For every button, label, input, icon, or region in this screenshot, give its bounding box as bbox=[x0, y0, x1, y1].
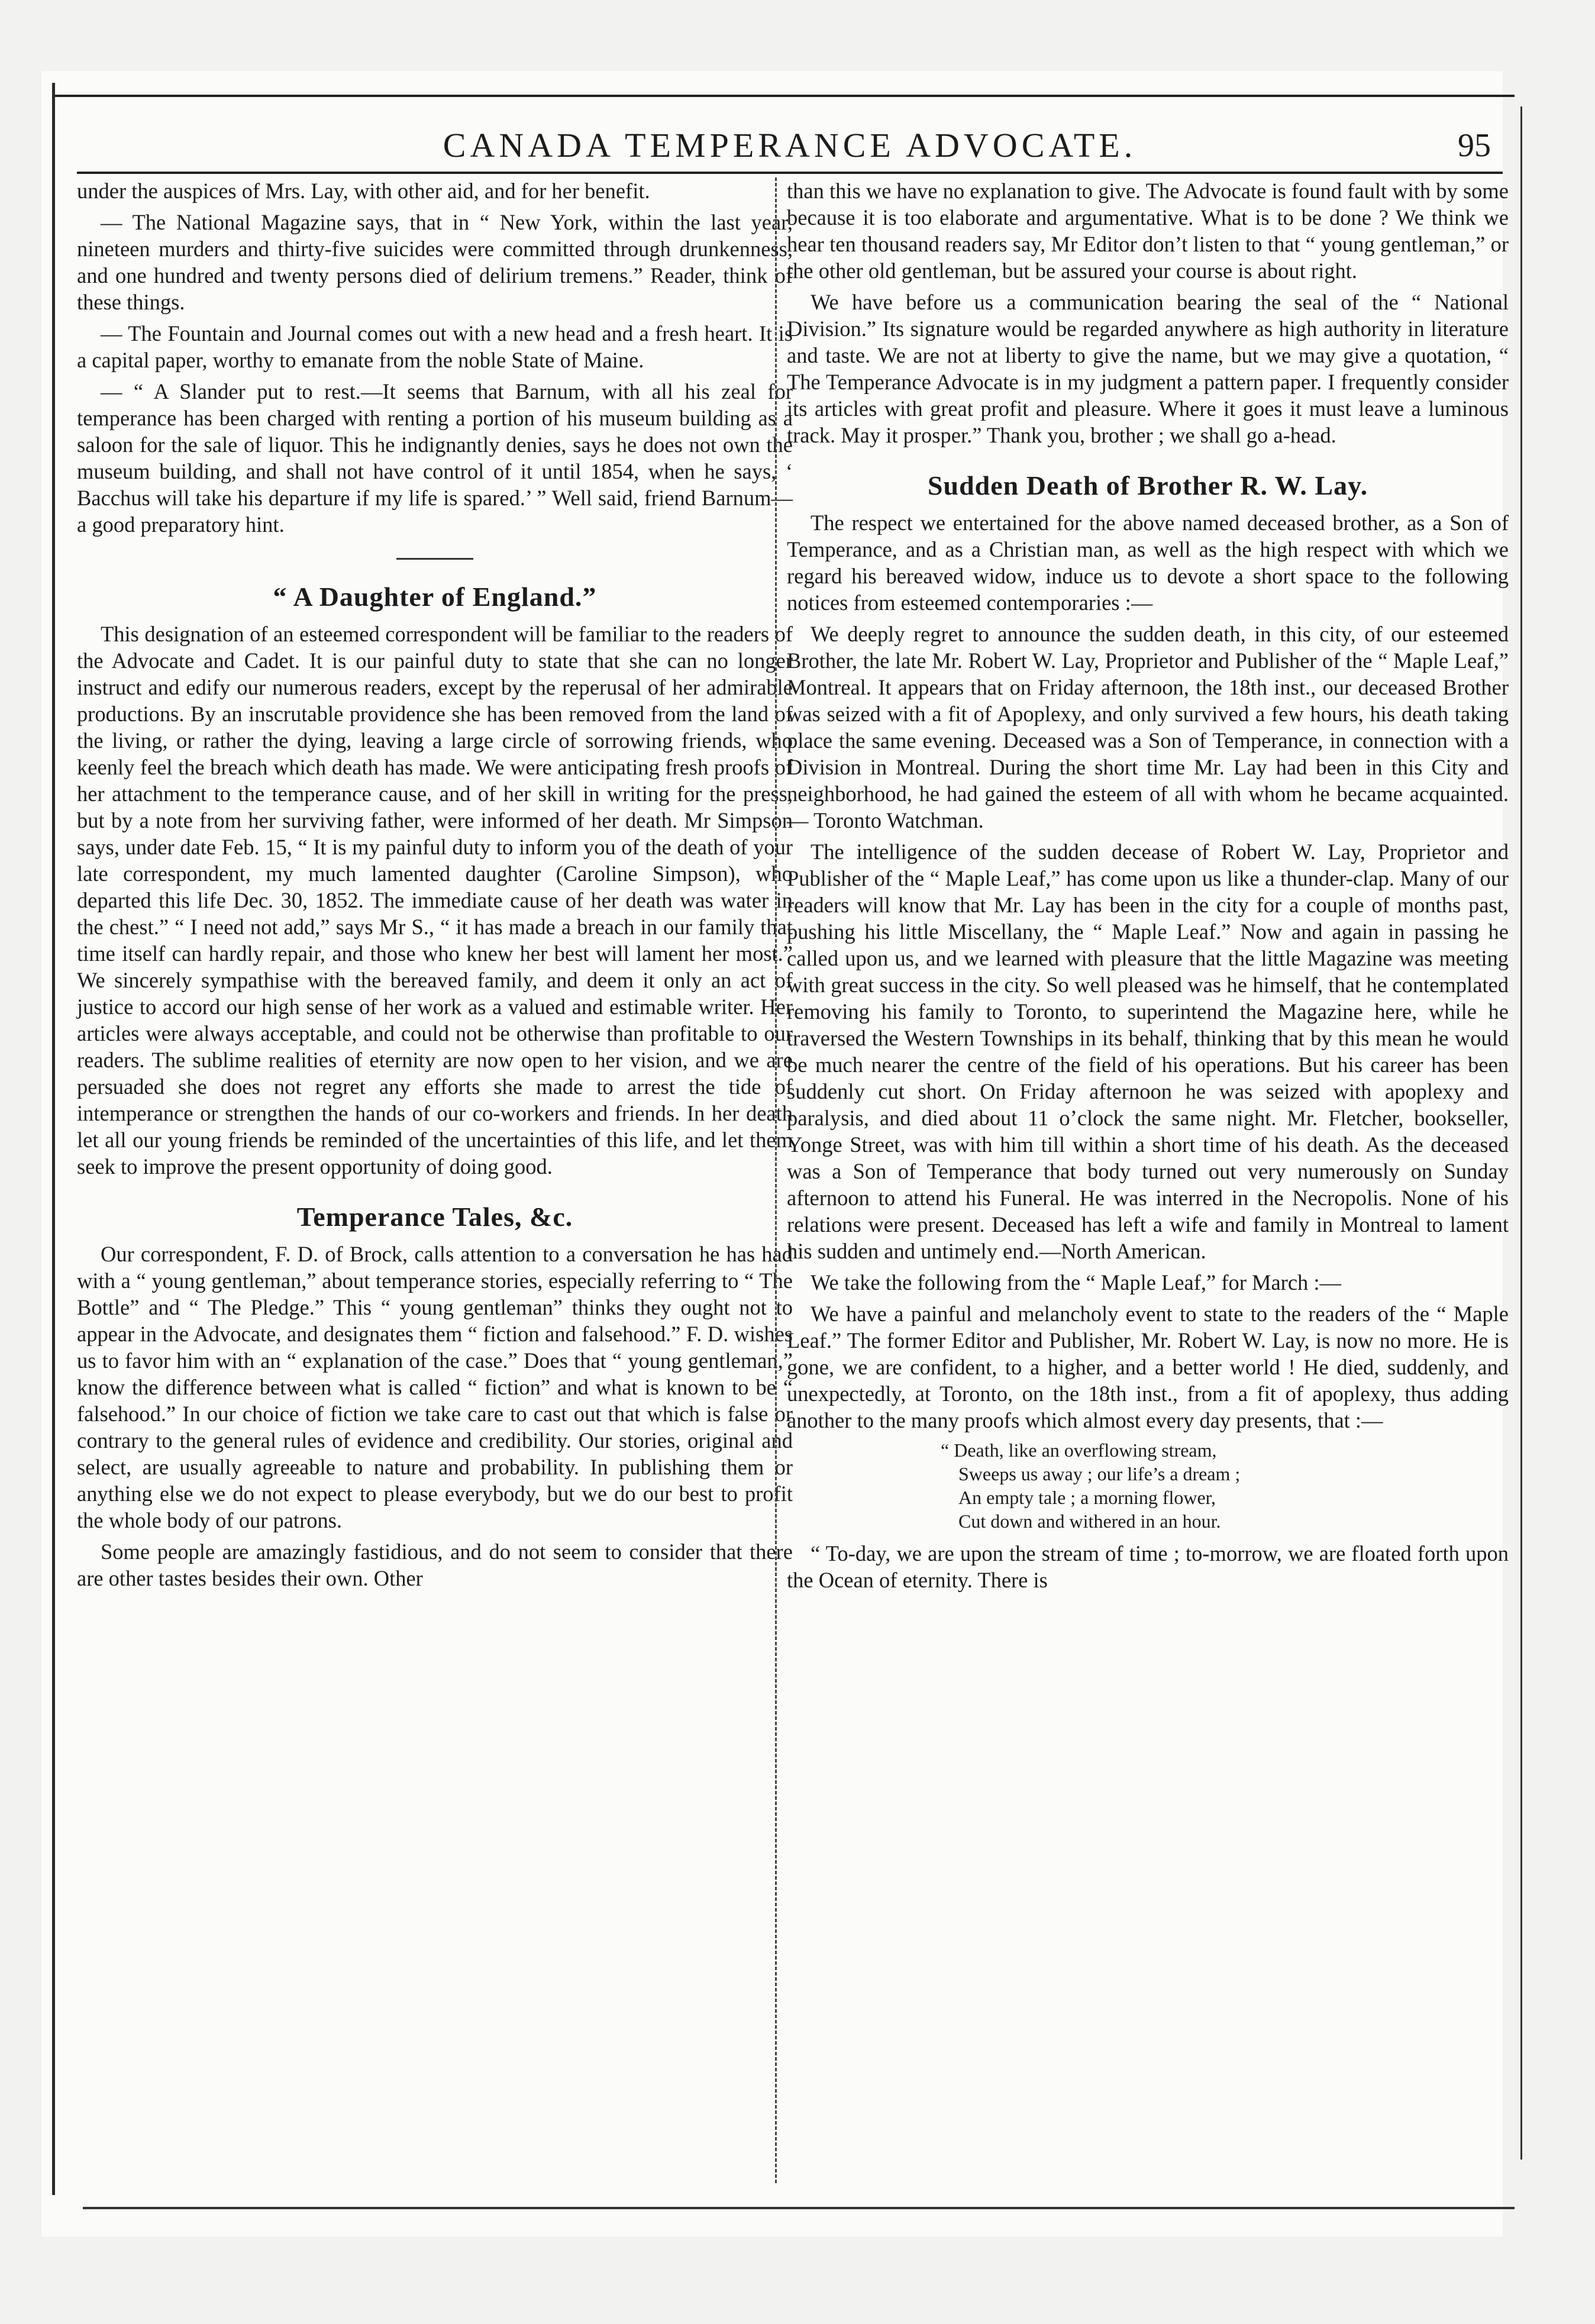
poem-quotation bbox=[941, 1438, 1509, 1533]
paragraph: We have before us a communication bearing the seal of the “ National Division.” Its signature would be regarded anywhere as high authority in literature and taste. We are not at liberty to give the name, but we may give a quotation, “ The Temperance Advocate is in my judgment a pattern paper. I frequently consider its articles with great profit and pleasure. Where it goes it must leave a luminous track. May it prosper.” Thank you, brother ; we shall go a-head. bbox=[787, 290, 1509, 447]
publication-title: CANADA TEMPERANCE ADVOCATE. bbox=[443, 126, 1137, 164]
paragraph: We deeply regret to announce the sudden death, in this city, of our esteemed Brother, the late Mr. Robert W. Lay, Proprietor and Publisher of the “ Maple Leaf,” Montreal. It appears that on Friday afternoon, the 18th inst., our deceased Brother was seized with a fit of Apoplexy, and only survived a few hours, his death taking place the same evening. Deceased was a Son of Temperance, in connection with a Division in Montreal. During the short time Mr. Lay had been in this City and neighborhood, he had gained the esteem of all with whom he became acquainted.— Toronto Watchman. bbox=[787, 622, 1509, 832]
paragraph: The intelligence of the sudden decease of Robert W. Lay, Proprietor and Publisher of the “ Maple Leaf,” has come upon us like a thunder-clap. Many of our readers will know that Mr. Lay has been in the city for a couple of months past, pushing his little Miscellany, the “ Maple Leaf.” Now and again in passing he called upon us, and we learned with pleasure that the little Magazine was meeting with great success in the city. So well pleased was he himself, that he contemplated removing his family to Toronto, to superintend the Magazine here, while he traversed the Western Townships in its behalf, thinking that by this mean he would be much nearer the centre of the field of his operations. But his career has been suddenly cut short. On Friday afternoon he was seized with apoplexy and paralysis, and died about 11 o’clock the same night. Mr. Fletcher, bookseller, Yonge Street, was with him till within a short time of his death. As the deceased was a Son of Temperance that body turned out very numerously on Sunday afternoon to attend his Funeral. He was interred in the Necropolis. None of his relations were present. Deceased has left a wife and family in Montreal to lament his sudden and untimely end.—North American. bbox=[787, 840, 1509, 1263]
poem-line: Cut down and withered in an hour. bbox=[958, 1510, 1221, 1532]
paragraph: The respect we entertained for the above named deceased brother, as a Son of Temperance, and as a Christian man, as well as the high respect with which we regard his bereaved widow, induce us to devote a short space to the following notices from esteemed contemporaries :— bbox=[787, 511, 1509, 615]
article-heading: Temperance Tales, &c. bbox=[296, 1202, 573, 1232]
paragraph: under the auspices of Mrs. Lay, with other aid, and for her benefit. bbox=[77, 179, 650, 203]
paragraph: — “ A Slander put to rest.—It seems that Barnum, with all his zeal for temperance has been charged with renting a portion of his museum building as a saloon for the sale of liquor. This he indignantly denies, says he does not own the museum building, and shall not have control of it until 1854, when he says, ‘ Bacchus will take his departure if my life is spared.’ ” Well said, friend Barnum—a good preparatory hint. bbox=[77, 379, 793, 537]
paragraph: Our correspondent, F. D. of Brock, calls attention to a conversation he has had with a “ young gentleman,” about temperance stories, especially referring to “ The Bottle” and “ The Pledge.” This “ young gentleman” thinks they ought not to appear in the Advocate, and designates them “ fiction and falsehood.” F. D. wishes us to favor him with an “ explanation of the case.” Does that “ young gentleman,” know the difference between what is called “ fiction” and what is known to be “ falsehood.” In our choice of fiction we take care to cast out that which is false or contrary to the general rules of evidence and credibility. Our stories, original and select, are usually agreeable to nature and probability. In publishing them or anything else we do not expect to please everybody, but we do our best to profit the whole body of our patrons. bbox=[77, 1242, 793, 1532]
left-column bbox=[77, 177, 793, 2189]
poem-line: Sweeps us away ; our life’s a dream ; bbox=[958, 1463, 1241, 1484]
top-border-rule bbox=[53, 95, 1515, 97]
right-border-rule bbox=[1520, 106, 1522, 2160]
paragraph: “ To-day, we are upon the stream of time ; to-morrow, we are floated forth upon the Ocean of eternity. There is bbox=[787, 1541, 1509, 1592]
paragraph: We take the following from the “ Maple Leaf,” for March :— bbox=[811, 1270, 1342, 1295]
paragraph: — The National Magazine says, that in “ New York, within the last year, nineteen murders and thirty-five suicides were committed through drunkenness, and one hundred and twenty persons died of delirium tremens.” Reader, think of these things. bbox=[77, 210, 793, 314]
bottom-border-rule bbox=[83, 2207, 1515, 2209]
column-divider bbox=[775, 177, 777, 2183]
poem-line: “ Death, like an overflowing stream, bbox=[941, 1439, 1217, 1461]
paragraph: We have a painful and melancholy event to state to the readers of the “ Maple Leaf.” The former Editor and Publisher, Mr. Robert W. Lay, is now no more. He is gone, we are confident, to a higher, and a better world ! He died, suddenly, and unexpectedly, at Toronto, on the 18th inst., from a fit of apoplexy, thus adding another to the many proofs which almost every day presents, that :— bbox=[787, 1302, 1509, 1432]
paragraph: — The Fountain and Journal comes out with a new head and a fresh heart. It is a capital paper, worthy to emanate from the noble State of Maine. bbox=[77, 321, 793, 372]
right-column bbox=[787, 177, 1509, 2189]
paragraph: Some people are amazingly fastidious, and do not seem to consider that there are other tastes besides their own. Other bbox=[77, 1539, 793, 1590]
poem-line: An empty tale ; a morning flower, bbox=[958, 1487, 1216, 1508]
paragraph: This designation of an esteemed correspondent will be familiar to the readers of the Advocate and Cadet. It is our painful duty to state that she can no longer instruct and edify our numerous readers, except by the reperusal of her admirable productions. By an inscrutable providence she has been removed from the land of the living, or rather the dying, leaving a large circle of sorrowing friends, who keenly feel the breach which death has made. We were anticipating fresh proofs of her attachment to the temperance cause, and of her skill in writing for the press, but by a note from her surviving father, were informed of her death. Mr Simpson says, under date Feb. 15, “ It is my painful duty to inform you of the death of your late correspondent, my much lamented daughter (Caroline Simpson), who departed this life Dec. 30, 1852. The immediate cause of her death was water in the chest.” “ I need not add,” says Mr S., “ it has made a breach in our family that time itself can hardly repair, and those who knew her best will lament her most.” We sincerely sympathise with the bereaved family, and deem it only an act of justice to accord our high sense of her work as a valued and estimable writer. Her articles were always acceptable, and could not be otherwise than profitable to our readers. The sublime realities of eternity are now open to her vision, and we are persuaded she does not regret any efforts she made to arrest the tide of intemperance or strengthen the hands of our co-workers and friends. In her death let all our young friends be reminded of the uncertainties of this life, and let them seek to improve the present opportunity of doing good. bbox=[77, 622, 793, 1179]
article-heading: Sudden Death of Brother R. W. Lay. bbox=[927, 470, 1368, 501]
paragraph: than this we have no explanation to give. The Advocate is found fault with by some because it is too elaborate and argumentative. What is to be done ? We think we hear ten thousand readers say, Mr Editor don’t listen to that “ young gentleman,” or the other old gentleman, but be assured your course is about right. bbox=[787, 179, 1509, 283]
article-heading: “ A Daughter of England.” bbox=[273, 582, 597, 612]
page-number: 95 bbox=[1458, 127, 1491, 164]
left-border-rule bbox=[52, 83, 55, 2195]
running-header bbox=[77, 118, 1503, 174]
section-separator bbox=[396, 558, 473, 560]
